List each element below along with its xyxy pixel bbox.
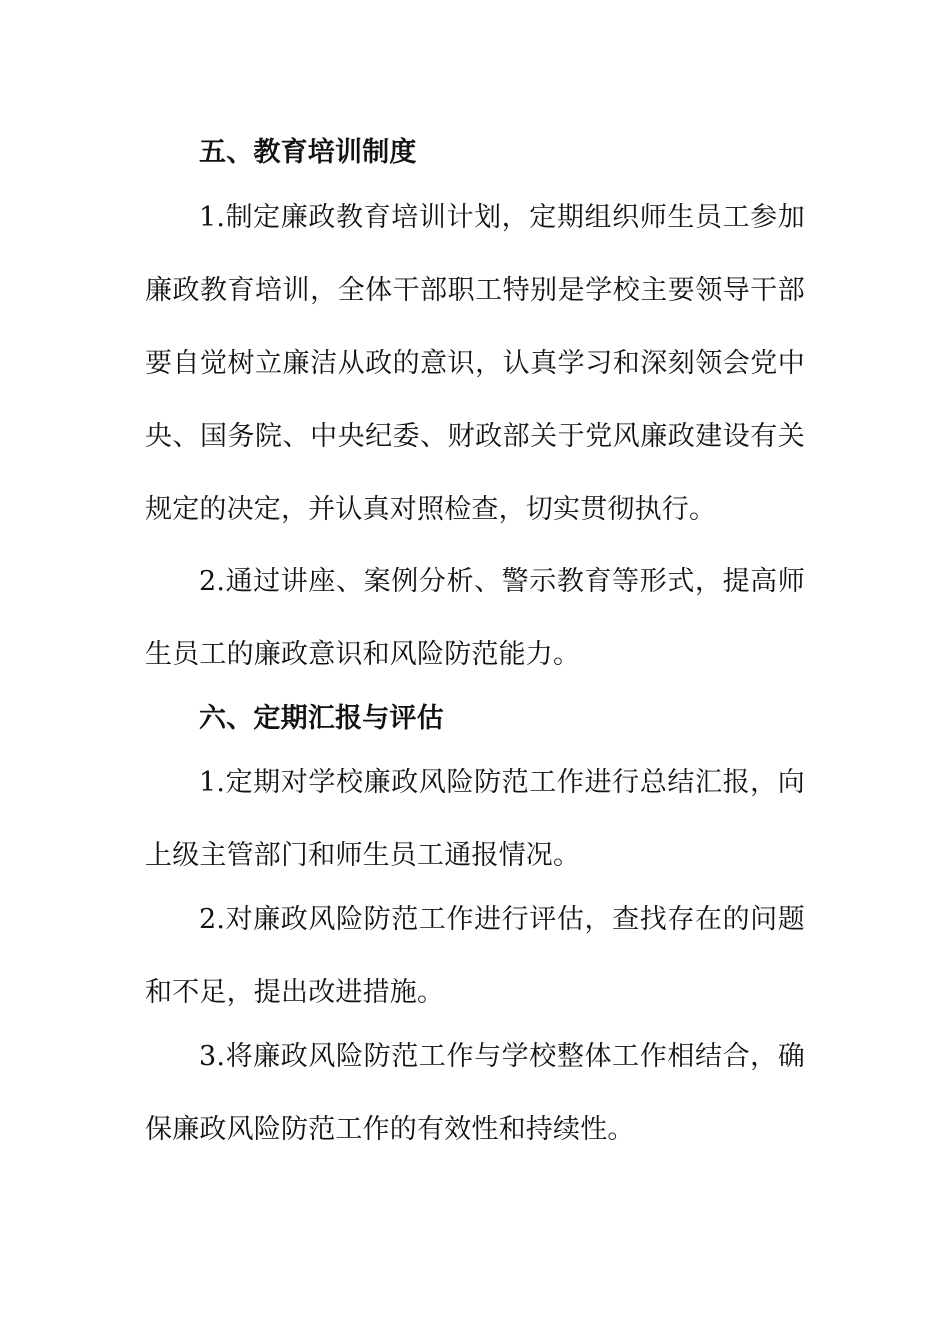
section-heading-reporting-evaluation: 六、定期汇报与评估: [199, 703, 444, 734]
paragraph-5-1: 1.制定廉政教育培训计划，定期组织师生员工参加廉政教育培训，全体干部职工特别是学校主要领导干部要自觉树立廉洁从政的意识，认真学习和深刻领会党中央、国务院、中央纪委、财政部关于党风廉政建设有关规定的决定，并认真对照检查，切实贯彻执行。: [145, 202, 805, 525]
paragraph-5-2: 2.通过讲座、案例分析、警示教育等形式，提高师生员工的廉政意识和风险防范能力。: [145, 566, 805, 670]
section-heading-education-training: 五、教育培训制度: [199, 137, 417, 168]
paragraph-6-2: 2.对廉政风险防范工作进行评估，查找存在的问题和不足，提出改进措施。: [145, 904, 805, 1008]
paragraph-6-1: 1.定期对学校廉政风险防范工作进行总结汇报，向上级主管部门和师生员工通报情况。: [145, 767, 805, 871]
paragraph-6-3: 3.将廉政风险防范工作与学校整体工作相结合，确保廉政风险防范工作的有效性和持续性。: [145, 1041, 805, 1145]
